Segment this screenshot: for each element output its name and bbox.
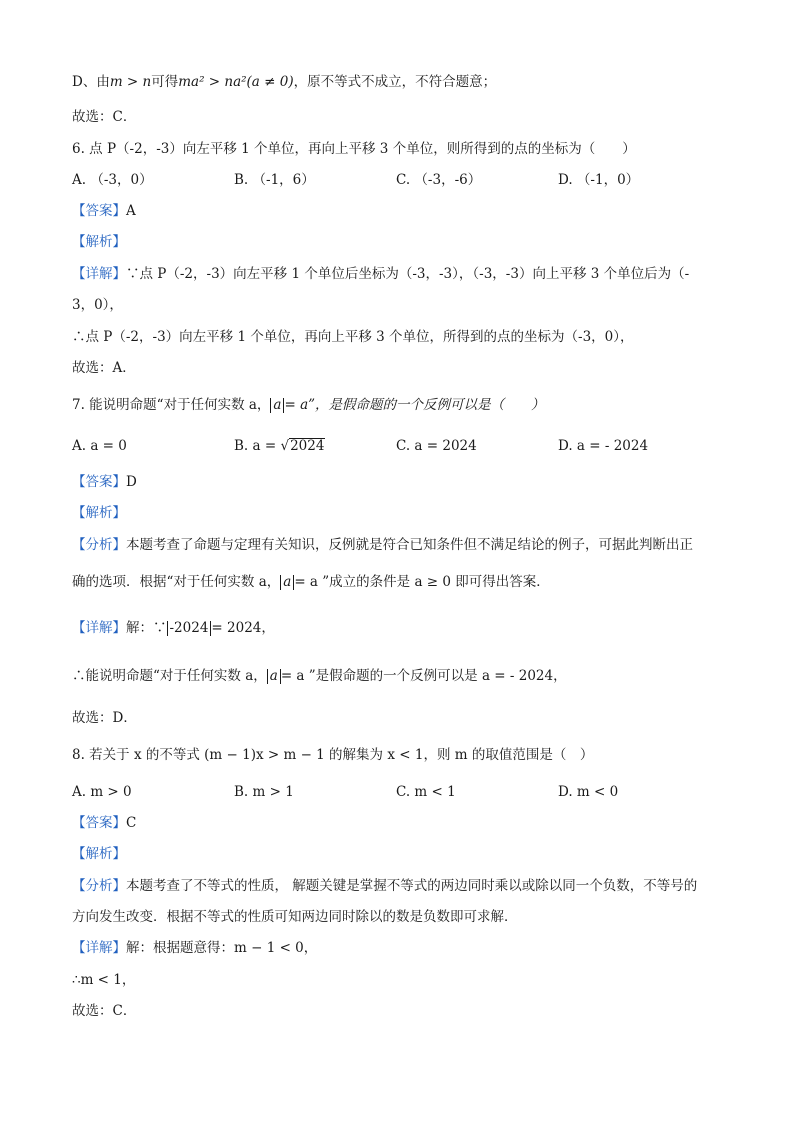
q6-final-answer: 故选：A． [72, 360, 136, 376]
q7-fenxi-line-1: 【分析】本题考查了命题与定理有关知识，反例就是符合已知条件但不满足结论的例子，可据此判断出正 [72, 537, 693, 553]
option-d-explanation: D、由m > n可得ma² > na²(a ≠ 0)，原不等式不成立，不符合题意； [72, 74, 497, 90]
q7-stem: 7. 能说明命题“对于任何实数 a， a = a”，是假命题的一个反例可以是（ ） [72, 397, 545, 413]
q6-option-b: B. （-1，6） [234, 172, 315, 188]
q8-answer: 【答案】C [72, 815, 137, 831]
q6-stem: 6. 点 P（-2，-3）向左平移 1 个单位，再向上平移 3 个单位，则所得到的点的坐标为（ ） [72, 141, 636, 157]
q8-option-c: C. m < 1 [396, 784, 456, 800]
q7-analysis-heading: 【解析】 [72, 505, 126, 521]
q6-answer: 【答案】A [72, 203, 136, 219]
q8-detail-line-1: 【详解】解：根据题意得：m − 1 < 0， [72, 940, 318, 956]
q7-detail-line-2: ∴能说明命题“对于任何实数 a， a = a ”是假命题的一个反例可以是 a = - 2024， [72, 668, 567, 684]
q6-option-d: D. （-1，0） [558, 172, 640, 188]
q6-option-a: A. （-3，0） [72, 172, 153, 188]
q7-option-c: C. a = 2024 [396, 438, 477, 454]
q7-option-d: D. a = - 2024 [558, 438, 649, 454]
q7-option-b: B. a = √2024 [234, 438, 325, 454]
q8-stem: 8. 若关于 x 的不等式 (m − 1)x > m − 1 的解集为 x < 1，则 m 的取值范围是（ ） [72, 747, 594, 763]
q8-final-answer: 故选：C． [72, 1003, 137, 1019]
q7-final-answer: 故选：D． [72, 710, 137, 726]
q6-detail-line-2: 3，0）， [72, 297, 123, 313]
q8-fenxi-line-2: 方向发生改变．根据不等式的性质可知两边同时除以的数是负数即可求解． [72, 909, 518, 925]
q6-analysis-heading: 【解析】 [72, 234, 126, 250]
sqrt-sign: √ [280, 438, 290, 454]
q8-option-b: B. m > 1 [234, 784, 294, 800]
q8-fenxi-line-1: 【分析】本题考查了不等式的性质， 解题关键是掌握不等式的两边同时乘以或除以同一个负数，不等号的 [72, 878, 698, 894]
q5-final-answer: 故选：C． [72, 109, 137, 125]
q7-answer: 【答案】D [72, 474, 137, 490]
q8-option-a: A. m > 0 [72, 784, 132, 800]
q7-detail-line-1: 【详解】解：∵ -2024 = 2024， [72, 620, 275, 636]
q8-option-d: D. m < 0 [558, 784, 619, 800]
q6-option-c: C. （-3，-6） [396, 172, 482, 188]
q6-detail-line-1: 【详解】∵点 P（-2，-3）向左平移 1 个单位后坐标为（-3，-3），（-3，-3）向上平移 3 个单位后为（- [72, 266, 690, 282]
q8-analysis-heading: 【解析】 [72, 846, 126, 862]
q7-option-a: A. a = 0 [72, 438, 127, 454]
q6-detail-line-3: ∴点 P（-2，-3）向左平移 1 个单位，再向上平移 3 个单位，所得到的点的坐标为（-3，0）， [72, 329, 634, 345]
q8-detail-line-2: ∴m < 1， [72, 972, 136, 988]
q7-fenxi-line-2: 确的选项．根据“对于任何实数 a， a = a ”成立的条件是 a ≥ 0 即可得出答案． [72, 574, 550, 590]
